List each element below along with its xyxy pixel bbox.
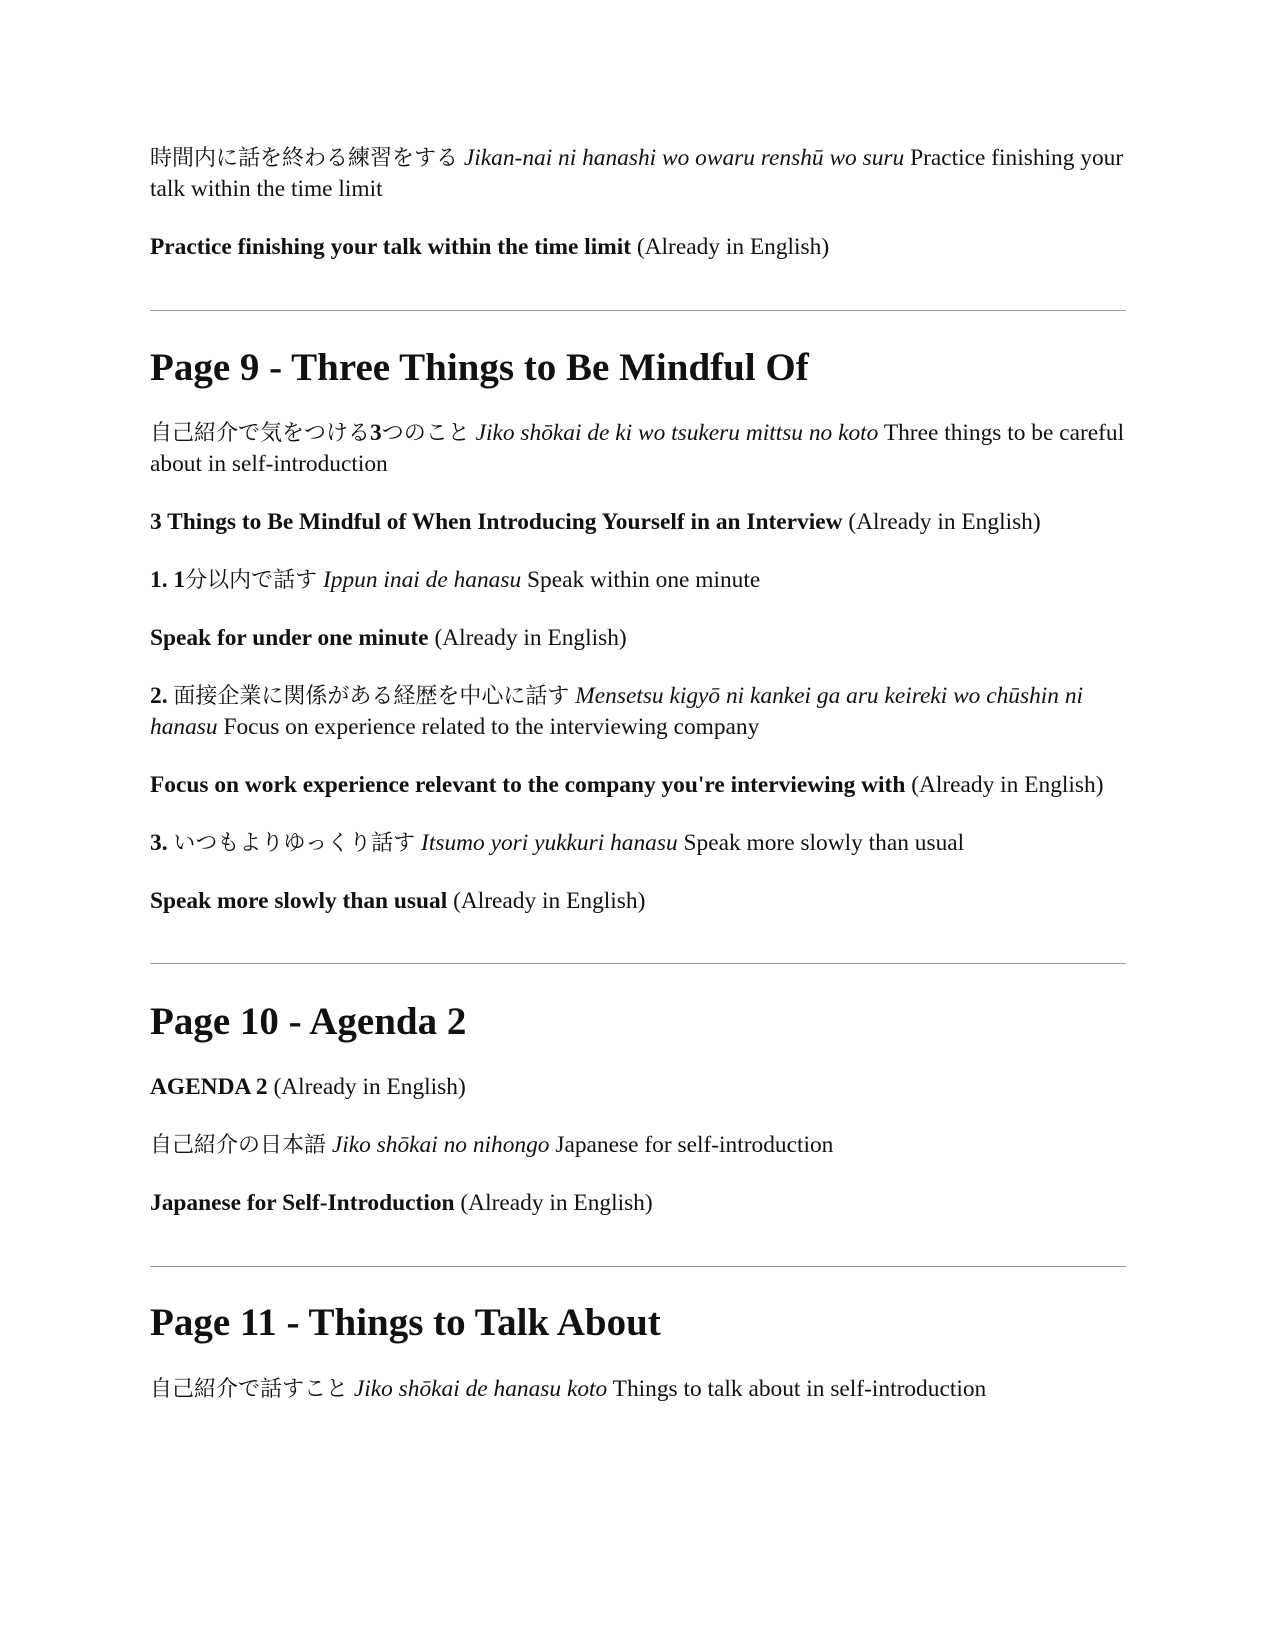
romaji-text: Jiko shōkai de hanasu koto — [353, 1376, 608, 1402]
gloss-text: Japanese for self-introduction — [555, 1132, 834, 1158]
japanese-text: 自己紹介で話すこと — [150, 1377, 349, 1402]
english-note: (Already in English) — [460, 1190, 653, 1216]
english-note: (Already in English) — [453, 888, 646, 914]
gloss-text: Practice finishing your talk within the time limit — [150, 145, 1124, 202]
item-number: 3. — [150, 830, 168, 856]
japanese-text: 時間内に話を終わる練習をする — [150, 146, 459, 171]
document-body — [150, 143, 1126, 1432]
romaji-text: Ippun inai de hanasu — [322, 567, 522, 593]
japanese-text: 自己紹介の日本語 — [150, 1133, 327, 1158]
page-10-english — [150, 1188, 1126, 1219]
gloss-text: Focus on experience related to the interviewing company — [223, 714, 760, 740]
japanese-text: いつもよりゆっくり話す — [173, 831, 416, 856]
page-10-phrase — [150, 1130, 1126, 1161]
english-bold-text: Focus on work experience relevant to the company you're interviewing with — [150, 772, 906, 798]
page-9-heading: Page 9 - Three Things to Be Mindful Of — [150, 346, 809, 389]
page-10-heading: Page 10 - Agenda 2 — [150, 1000, 467, 1043]
item-1-phrase — [150, 565, 1126, 596]
item-number: 2. — [150, 683, 168, 709]
english-note: (Already in English) — [636, 234, 830, 260]
section-divider — [150, 310, 1126, 311]
english-bold-text: Japanese for Self-Introduction — [150, 1190, 455, 1216]
item-1-english — [150, 623, 1126, 654]
english-bold-text: AGENDA 2 — [150, 1074, 268, 1100]
english-note: (Already in English) — [911, 772, 1104, 798]
time-limit-phrase — [150, 143, 1126, 205]
romaji-text: Jiko shōkai de ki wo tsukeru mittsu no koto — [475, 420, 879, 446]
item-3-phrase — [150, 828, 1126, 859]
page-11-heading: Page 11 - Things to Talk About — [150, 1301, 661, 1344]
gloss-text: Things to talk about in self-introduction — [612, 1376, 987, 1402]
agenda-line — [150, 1072, 1126, 1103]
english-bold-text: Speak for under one minute — [150, 625, 429, 651]
time-limit-english — [150, 232, 1126, 263]
romaji-text: Itsumo yori yukkuri hanasu — [421, 830, 678, 856]
romaji-text: Mensetsu kigyō ni kankei ga aru keireki wo chūshin ni hanasu — [150, 683, 1084, 740]
english-note: (Already in English) — [273, 1074, 466, 1100]
item-3-english — [150, 886, 1126, 917]
item-number: 1. — [150, 567, 168, 593]
page-9-title-english — [150, 507, 1126, 538]
english-note: (Already in English) — [434, 625, 627, 651]
romaji-text: Jikan-nai ni hanashi wo owaru renshū wo suru — [463, 145, 905, 171]
gloss-text: Three things to be careful about in self-introduction — [150, 420, 1125, 477]
english-bold-text: Practice finishing your talk within the time limit — [150, 234, 631, 260]
japanese-text: 1分以内で話す — [173, 567, 318, 593]
section-divider — [150, 1266, 1126, 1267]
english-bold-text: 3 Things to Be Mindful of When Introducing Yourself in an Interview — [150, 509, 843, 535]
section-divider — [150, 963, 1126, 964]
item-2-english — [150, 770, 1126, 801]
japanese-text: 面接企業に関係がある経歴を中心に話す — [173, 684, 570, 709]
item-2-phrase — [150, 681, 1126, 743]
english-bold-text: Speak more slowly than usual — [150, 888, 448, 914]
gloss-text: Speak more slowly than usual — [683, 830, 965, 856]
romaji-text: Jiko shōkai no nihongo — [331, 1132, 550, 1158]
gloss-text: Speak within one minute — [527, 567, 761, 593]
japanese-text: 自己紹介で気をつける3つのこと — [150, 420, 470, 446]
page-9-intro — [150, 418, 1126, 480]
english-note: (Already in English) — [848, 509, 1041, 535]
page-11-phrase — [150, 1374, 1126, 1405]
